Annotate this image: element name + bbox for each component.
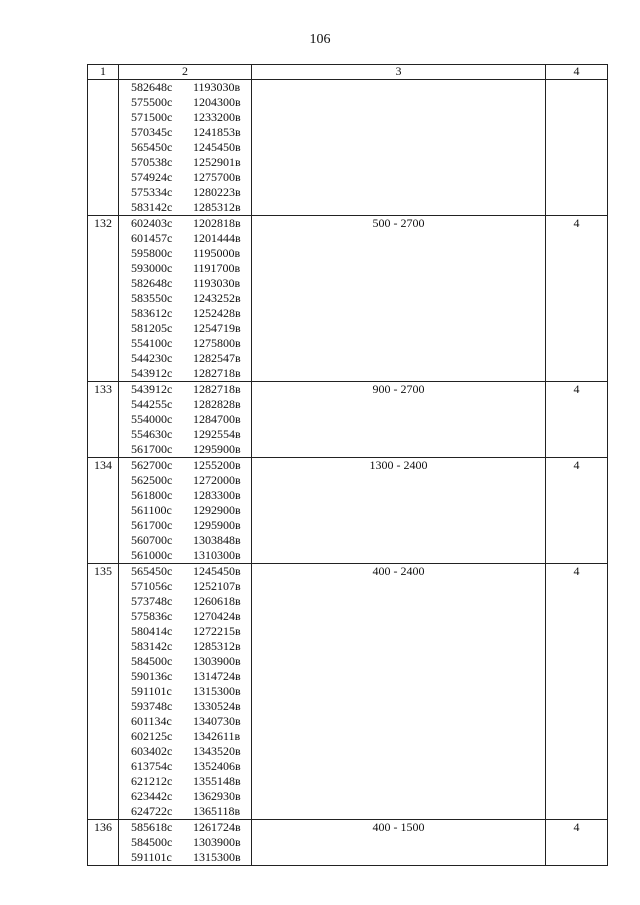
latitude-value: 573748с — [131, 594, 173, 608]
coordinate-list — [119, 820, 252, 866]
latitude-value: 561000с — [131, 548, 173, 562]
coordinate-pair — [119, 639, 251, 654]
latitude-value: 571500с — [131, 110, 173, 124]
longitude-value: 1241853в — [193, 125, 241, 139]
longitude-value: 1285312в — [193, 200, 241, 214]
coordinate-pair — [119, 366, 251, 381]
coordinate-pair — [119, 412, 251, 427]
longitude-value: 1282718в — [193, 382, 241, 396]
header-row — [88, 65, 608, 80]
latitude-value: 583142с — [131, 639, 173, 653]
coordinate-pair — [119, 503, 251, 518]
latitude-value: 603402с — [131, 744, 173, 758]
coordinate-pair — [119, 579, 251, 594]
coordinate-pair — [119, 473, 251, 488]
latitude-value: 565450с — [131, 564, 173, 578]
depth-range: 1300 - 2400 — [252, 458, 546, 564]
header-col-4: 4 — [546, 65, 608, 80]
coordinate-pair — [119, 744, 251, 759]
coordinate-list — [119, 382, 252, 458]
row-number: 136 — [88, 820, 119, 866]
coordinate-pair — [119, 185, 251, 200]
coordinate-pair — [119, 548, 251, 563]
coordinate-pair — [119, 125, 251, 140]
depth-range: 500 - 2700 — [252, 216, 546, 382]
coordinates-table — [87, 64, 608, 866]
latitude-value: 574924с — [131, 170, 173, 184]
longitude-value: 1191700в — [193, 261, 241, 275]
longitude-value: 1292900в — [193, 503, 241, 517]
longitude-value: 1255200в — [193, 458, 241, 472]
latitude-value: 554630с — [131, 427, 173, 441]
coordinate-pair — [119, 336, 251, 351]
coordinate-pair — [119, 140, 251, 155]
coordinate-pair — [119, 594, 251, 609]
category-value: 4 — [546, 820, 608, 866]
longitude-value: 1202818в — [193, 216, 241, 230]
latitude-value: 544230с — [131, 351, 173, 365]
longitude-value: 1285312в — [193, 639, 241, 653]
latitude-value: 544255с — [131, 397, 173, 411]
latitude-value: 561800с — [131, 488, 173, 502]
table-row — [88, 564, 608, 820]
coordinate-list — [119, 458, 252, 564]
table-row — [88, 80, 608, 216]
latitude-value: 624722с — [131, 804, 173, 818]
coordinate-pair — [119, 95, 251, 110]
coordinate-pair — [119, 684, 251, 699]
table-row — [88, 458, 608, 564]
coordinate-pair — [119, 714, 251, 729]
coordinate-pair — [119, 488, 251, 503]
coordinate-list — [119, 216, 252, 382]
latitude-value: 580414с — [131, 624, 173, 638]
latitude-value: 623442с — [131, 789, 173, 803]
category-value: 4 — [546, 216, 608, 382]
longitude-value: 1245450в — [193, 564, 241, 578]
header-col-3: 3 — [252, 65, 546, 80]
latitude-value: 593748с — [131, 699, 173, 713]
row-number: 135 — [88, 564, 119, 820]
coordinate-pair — [119, 80, 251, 95]
longitude-value: 1252901в — [193, 155, 241, 169]
row-number — [88, 80, 119, 216]
latitude-value: 562700с — [131, 458, 173, 472]
longitude-value: 1343520в — [193, 744, 241, 758]
latitude-value: 561100с — [131, 503, 172, 517]
coordinate-pair — [119, 654, 251, 669]
latitude-value: 583142с — [131, 200, 173, 214]
longitude-value: 1245450в — [193, 140, 241, 154]
latitude-value: 543912с — [131, 366, 173, 380]
longitude-value: 1314724в — [193, 669, 241, 683]
longitude-value: 1303900в — [193, 654, 241, 668]
latitude-value: 581205с — [131, 321, 173, 335]
latitude-value: 561700с — [131, 518, 173, 532]
table-row — [88, 820, 608, 866]
longitude-value: 1352406в — [193, 759, 241, 773]
longitude-value: 1233200в — [193, 110, 241, 124]
latitude-value: 543912с — [131, 382, 173, 396]
latitude-value: 601457с — [131, 231, 173, 245]
coordinate-pair — [119, 216, 251, 231]
depth-range: 900 - 2700 — [252, 382, 546, 458]
latitude-value: 571056с — [131, 579, 173, 593]
longitude-value: 1280223в — [193, 185, 241, 199]
page-number: 106 — [309, 32, 331, 47]
longitude-value: 1261724в — [193, 820, 241, 834]
longitude-value: 1272000в — [193, 473, 241, 487]
coordinate-pair — [119, 564, 251, 579]
longitude-value: 1272215в — [193, 624, 241, 638]
longitude-value: 1340730в — [193, 714, 241, 728]
longitude-value: 1303848в — [193, 533, 241, 547]
coordinate-pair — [119, 246, 251, 261]
latitude-value: 561700с — [131, 442, 173, 456]
category-value — [546, 80, 608, 216]
longitude-value: 1193030в — [193, 276, 241, 290]
coordinate-pair — [119, 729, 251, 744]
table-row — [88, 382, 608, 458]
latitude-value: 560700с — [131, 533, 173, 547]
table-body — [88, 80, 608, 866]
longitude-value: 1195000в — [193, 246, 241, 260]
coordinate-list — [119, 80, 252, 216]
row-number: 132 — [88, 216, 119, 382]
longitude-value: 1254719в — [193, 321, 241, 335]
latitude-value: 582648с — [131, 80, 173, 94]
latitude-value: 584500с — [131, 654, 173, 668]
longitude-value: 1201444в — [193, 231, 241, 245]
latitude-value: 565450с — [131, 140, 173, 154]
longitude-value: 1365118в — [193, 804, 241, 818]
longitude-value: 1275700в — [193, 170, 241, 184]
latitude-value: 570345с — [131, 125, 173, 139]
longitude-value: 1270424в — [193, 609, 241, 623]
coordinate-pair — [119, 669, 251, 684]
longitude-value: 1282547в — [193, 351, 241, 365]
category-value: 4 — [546, 382, 608, 458]
coordinate-pair — [119, 759, 251, 774]
latitude-value: 602403с — [131, 216, 173, 230]
coordinate-pair — [119, 200, 251, 215]
coordinate-pair — [119, 804, 251, 819]
latitude-value: 575500с — [131, 95, 173, 109]
latitude-value: 590136с — [131, 669, 173, 683]
category-value: 4 — [546, 564, 608, 820]
header-col-2: 2 — [119, 65, 252, 80]
row-number: 133 — [88, 382, 119, 458]
longitude-value: 1282828в — [193, 397, 241, 411]
row-number: 134 — [88, 458, 119, 564]
coordinate-pair — [119, 533, 251, 548]
latitude-value: 601134с — [131, 714, 172, 728]
longitude-value: 1204300в — [193, 95, 241, 109]
latitude-value: 583550с — [131, 291, 173, 305]
coordinate-pair — [119, 382, 251, 397]
longitude-value: 1355148в — [193, 774, 241, 788]
longitude-value: 1292554в — [193, 427, 241, 441]
coordinate-pair — [119, 261, 251, 276]
latitude-value: 584500с — [131, 835, 173, 849]
latitude-value: 570538с — [131, 155, 173, 169]
longitude-value: 1252428в — [193, 306, 241, 320]
longitude-value: 1284700в — [193, 412, 241, 426]
coordinate-pair — [119, 351, 251, 366]
longitude-value: 1275800в — [193, 336, 241, 350]
coordinate-pair — [119, 170, 251, 185]
coordinate-pair — [119, 306, 251, 321]
latitude-value: 613754с — [131, 759, 173, 773]
longitude-value: 1310300в — [193, 548, 241, 562]
coordinate-pair — [119, 789, 251, 804]
longitude-value: 1362930в — [193, 789, 241, 803]
longitude-value: 1295900в — [193, 442, 241, 456]
longitude-value: 1282718в — [193, 366, 241, 380]
coordinate-pair — [119, 820, 251, 835]
latitude-value: 575334с — [131, 185, 173, 199]
longitude-value: 1295900в — [193, 518, 241, 532]
longitude-value: 1315300в — [193, 850, 241, 864]
longitude-value: 1193030в — [193, 80, 241, 94]
coordinate-pair — [119, 699, 251, 714]
latitude-value: 582648с — [131, 276, 173, 290]
coordinate-list — [119, 564, 252, 820]
depth-range — [252, 80, 546, 216]
coordinate-pair — [119, 835, 251, 850]
category-value: 4 — [546, 458, 608, 564]
latitude-value: 554100с — [131, 336, 173, 350]
latitude-value: 591101с — [131, 684, 172, 698]
latitude-value: 562500с — [131, 473, 173, 487]
longitude-value: 1283300в — [193, 488, 241, 502]
coordinate-pair — [119, 397, 251, 412]
header-col-1: 1 — [88, 65, 119, 80]
depth-range: 400 - 1500 — [252, 820, 546, 866]
longitude-value: 1303900в — [193, 835, 241, 849]
latitude-value: 621212с — [131, 774, 173, 788]
coordinate-pair — [119, 231, 251, 246]
coordinate-pair — [119, 110, 251, 125]
longitude-value: 1330524в — [193, 699, 241, 713]
coordinate-pair — [119, 427, 251, 442]
table-row — [88, 216, 608, 382]
longitude-value: 1315300в — [193, 684, 241, 698]
coordinate-pair — [119, 518, 251, 533]
coordinate-pair — [119, 850, 251, 865]
coordinate-pair — [119, 442, 251, 457]
longitude-value: 1252107в — [193, 579, 241, 593]
coordinate-pair — [119, 291, 251, 306]
coordinate-pair — [119, 624, 251, 639]
coordinate-pair — [119, 774, 251, 789]
coordinate-pair — [119, 609, 251, 624]
longitude-value: 1243252в — [193, 291, 241, 305]
latitude-value: 595800с — [131, 246, 173, 260]
coordinate-pair — [119, 458, 251, 473]
coordinate-pair — [119, 155, 251, 170]
coordinate-pair — [119, 276, 251, 291]
longitude-value: 1342611в — [193, 729, 241, 743]
latitude-value: 585618с — [131, 820, 173, 834]
latitude-value: 593000с — [131, 261, 173, 275]
latitude-value: 602125с — [131, 729, 173, 743]
latitude-value: 575836с — [131, 609, 173, 623]
coordinate-pair — [119, 321, 251, 336]
latitude-value: 583612с — [131, 306, 173, 320]
depth-range: 400 - 2400 — [252, 564, 546, 820]
latitude-value: 591101с — [131, 850, 172, 864]
latitude-value: 554000с — [131, 412, 173, 426]
longitude-value: 1260618в — [193, 594, 241, 608]
